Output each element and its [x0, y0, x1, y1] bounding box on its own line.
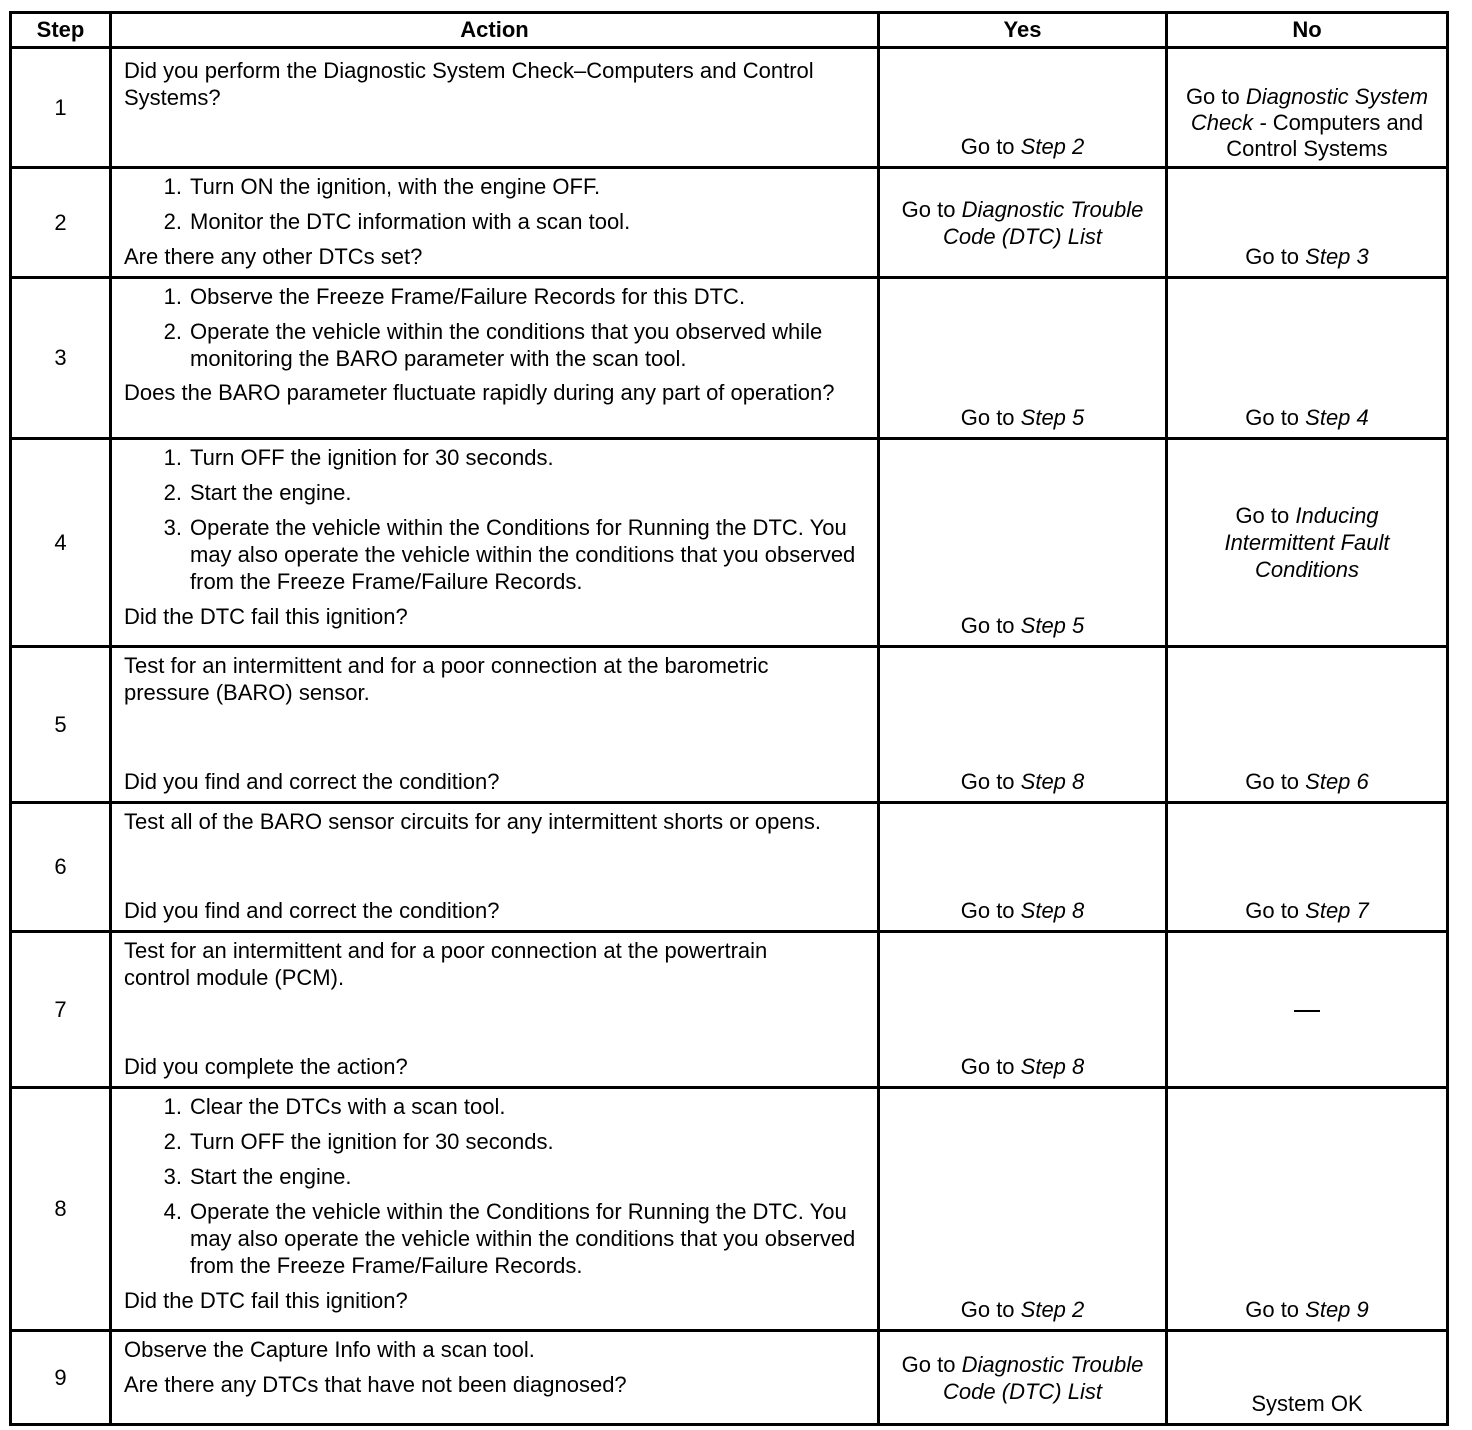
- yes-cell: [879, 1331, 1167, 1425]
- yes-target: Diagnostic Trouble Code (DTC) List: [943, 196, 1144, 249]
- yes-target: Step 2: [1020, 134, 1085, 159]
- action-cell: [111, 647, 879, 803]
- yes-prefix: Go to: [960, 613, 1021, 638]
- yes-prefix: Go to: [960, 134, 1021, 159]
- list-item: 2. Turn OFF the ignition for 30 seconds.: [163, 1129, 554, 1154]
- yes-prefix: Go to: [960, 1297, 1021, 1322]
- no-prefix: Go to: [1245, 1297, 1306, 1322]
- list-item: 1. Clear the DTCs with a scan tool.: [163, 1094, 506, 1119]
- action-intro: Did you perform the Diagnostic System Check–Computers and Control Systems?: [124, 58, 814, 110]
- step-number: 5: [11, 647, 111, 803]
- action-line: Observe the Capture Info with a scan tool.: [124, 1337, 535, 1362]
- table-row: [11, 278, 1448, 439]
- not-applicable-dash: [1294, 1010, 1320, 1012]
- action-cell: [111, 168, 879, 278]
- step-number: 3: [11, 278, 111, 439]
- yes-prefix: Go to: [960, 1054, 1021, 1079]
- list-item: 2. Start the engine.: [163, 480, 352, 505]
- action-steps: [124, 283, 867, 372]
- step-number: 4: [11, 439, 111, 647]
- yes-prefix: Go to: [901, 1351, 962, 1377]
- no-prefix: Go to: [1235, 503, 1296, 528]
- yes-cell: [879, 803, 1167, 932]
- action-cell: [111, 439, 879, 647]
- no-target: Step 9: [1305, 1297, 1369, 1322]
- table-row: [11, 1088, 1448, 1331]
- no-cell: [1167, 278, 1448, 439]
- no-cell: [1167, 647, 1448, 803]
- action-steps: [124, 173, 867, 235]
- table-row: [11, 439, 1448, 647]
- action-question: Does the BARO parameter fluctuate rapidly during any part of operation?: [124, 380, 835, 405]
- no-target: System OK: [1251, 1391, 1363, 1416]
- yes-cell: [879, 278, 1167, 439]
- action-cell: [111, 48, 879, 168]
- no-prefix: Go to: [1245, 405, 1306, 430]
- no-target: Inducing Intermittent Fault Conditions: [1224, 503, 1390, 582]
- yes-prefix: Go to: [960, 405, 1021, 430]
- action-question: Did you complete the action?: [124, 1054, 408, 1079]
- action-question: Are there any other DTCs set?: [124, 244, 423, 269]
- action-steps: [124, 444, 867, 595]
- step-number: 2: [11, 168, 111, 278]
- no-target: Diagnostic System Check -: [1190, 84, 1429, 135]
- yes-target: Step 8: [1020, 898, 1085, 923]
- action-cell: [111, 803, 879, 932]
- list-item: 1. Observe the Freeze Frame/Failure Records for this DTC.: [163, 284, 746, 309]
- yes-target: Step 5: [1020, 613, 1085, 638]
- table-row: [11, 1331, 1448, 1425]
- step-number: 7: [11, 932, 111, 1088]
- action-question: Did the DTC fail this ignition?: [124, 1288, 408, 1313]
- table-row: [11, 932, 1448, 1088]
- action-cell: [111, 1331, 879, 1425]
- step-number: 6: [11, 803, 111, 932]
- no-prefix: Go to: [1185, 84, 1246, 109]
- no-cell: [1167, 803, 1448, 932]
- action-question: Did the DTC fail this ignition?: [124, 604, 408, 629]
- action-question: Did you find and correct the condition?: [124, 898, 500, 923]
- yes-cell: [879, 647, 1167, 803]
- list-item: 3. Start the engine.: [163, 1164, 352, 1189]
- no-prefix: Go to: [1245, 769, 1306, 794]
- list-item: 1. Turn ON the ignition, with the engine OFF.: [163, 174, 601, 199]
- header-yes: Yes: [879, 13, 1167, 48]
- no-target: Step 6: [1305, 769, 1369, 794]
- action-intro: Test all of the BARO sensor circuits for any intermittent shorts or opens.: [124, 809, 821, 834]
- action-intro: Test for an intermittent and for a poor connection at the powertrain control module (PCM).: [124, 938, 768, 990]
- action-question: Are there any DTCs that have not been diagnosed?: [124, 1372, 627, 1397]
- header-action: Action: [111, 13, 879, 48]
- yes-prefix: Go to: [901, 196, 962, 222]
- table-row: [11, 647, 1448, 803]
- header-row: [11, 13, 1448, 48]
- table-row: [11, 48, 1448, 168]
- no-suffix: Computers and Control Systems: [1226, 110, 1424, 161]
- yes-target: Step 8: [1020, 769, 1085, 794]
- list-item: 2. Operate the vehicle within the conditions that you observed while monitoring the BARO parameter with the scan tool.: [163, 319, 823, 371]
- yes-target: Step 8: [1020, 1054, 1085, 1079]
- no-cell: [1167, 48, 1448, 168]
- yes-cell: [879, 48, 1167, 168]
- step-number: 8: [11, 1088, 111, 1331]
- yes-cell: [879, 932, 1167, 1088]
- no-cell: [1167, 1088, 1448, 1331]
- list-item: 4. Operate the vehicle within the Conditions for Running the DTC. You may also operate the vehicle within the conditions that you observed from the Freeze Frame/Failure Records.: [163, 1199, 856, 1278]
- action-cell: [111, 1088, 879, 1331]
- step-number: 9: [11, 1331, 111, 1425]
- table-row: [11, 803, 1448, 932]
- yes-target: Diagnostic Trouble Code (DTC) List: [943, 1351, 1144, 1404]
- yes-target: Step 2: [1020, 1297, 1085, 1322]
- action-cell: [111, 932, 879, 1088]
- header-no: No: [1167, 13, 1448, 48]
- yes-prefix: Go to: [960, 898, 1021, 923]
- action-cell: [111, 278, 879, 439]
- list-item: 1. Turn OFF the ignition for 30 seconds.: [163, 445, 554, 470]
- yes-prefix: Go to: [960, 769, 1021, 794]
- no-prefix: Go to: [1245, 244, 1306, 269]
- no-cell: [1167, 932, 1448, 1088]
- no-cell: [1167, 439, 1448, 647]
- header-step: Step: [11, 13, 111, 48]
- step-number: 1: [11, 48, 111, 168]
- list-item: 3. Operate the vehicle within the Conditions for Running the DTC. You may also operate the vehicle within the conditions that you observed from the Freeze Frame/Failure Records.: [163, 515, 856, 594]
- diagnostic-table: [9, 11, 1449, 1426]
- yes-cell: [879, 1088, 1167, 1331]
- no-cell: [1167, 168, 1448, 278]
- yes-cell: [879, 168, 1167, 278]
- action-steps: [124, 1093, 867, 1279]
- no-target: Step 3: [1305, 244, 1369, 269]
- yes-target: Step 5: [1020, 405, 1085, 430]
- no-target: Step 7: [1305, 898, 1369, 923]
- action-intro: Test for an intermittent and for a poor connection at the barometric pressure (BARO) sensor.: [124, 653, 769, 705]
- no-cell: [1167, 1331, 1448, 1425]
- no-target: Step 4: [1305, 405, 1369, 430]
- list-item: 2. Monitor the DTC information with a scan tool.: [163, 209, 631, 234]
- action-question: Did you find and correct the condition?: [124, 769, 500, 794]
- yes-cell: [879, 439, 1167, 647]
- no-prefix: Go to: [1245, 898, 1306, 923]
- table-row: [11, 168, 1448, 278]
